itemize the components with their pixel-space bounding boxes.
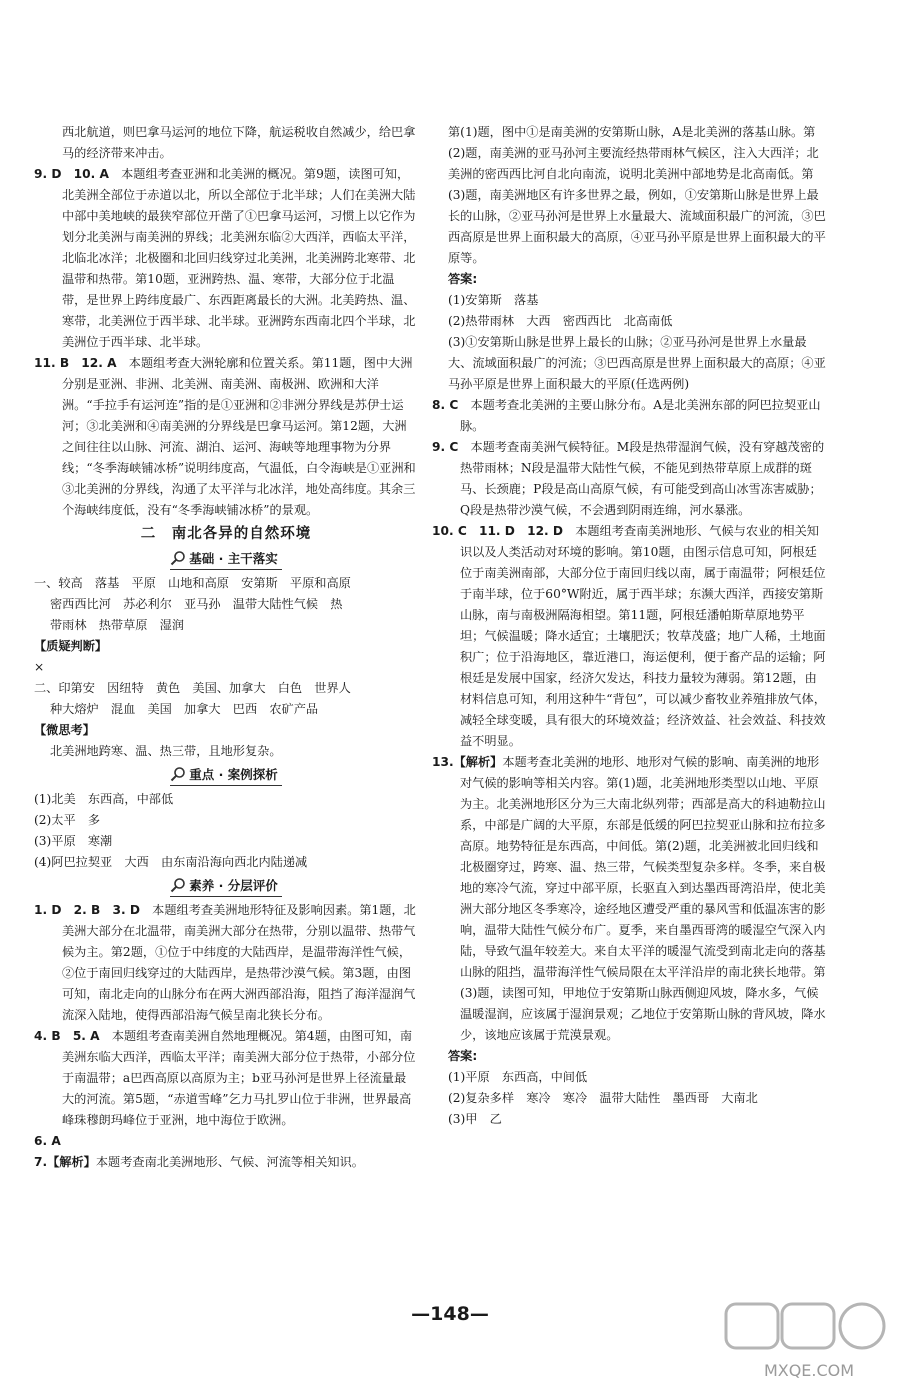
magnifier-icon [170,766,186,782]
watermark-logo [724,1300,894,1386]
answer-9-10 [34,164,418,353]
question-number: 11. B 12. A [34,356,117,370]
explanation-text: 本题考查北美洲的主要山脉分布。A是北美洲东部的阿巴拉契亚山脉。 [460,398,821,433]
basic-line: 一、较高 落基 平原 山地和高原 安第斯 平原和高原 [34,576,351,590]
answer-11-12 [34,353,418,521]
answer-line: (2)复杂多样 寒冷 寒冷 温带大陆性 墨西哥 大南北 [448,1091,758,1105]
answer-10-12 [432,521,828,752]
subheading-text: 基础 · 主干落实 [189,551,278,566]
paragraph: 第(1)题，图中①是南美洲的安第斯山脉，A是北美洲的落基山脉。第(2)题，南美洲的亚马孙河主要流经热带雨林气候区，注入大西洋；北美洲的密西西比河自北向南流，说明北美洲中部地势是北高南低。第(3)题，南美洲地区有许多世界之最，例如，①安第斯山脉是世界上最长的山脉，②亚马孙河是世界上水量最大、流域面积最广的河流，③巴西高原是世界上面积最大的高原，④亚马孙平原是世界上面积最大的平原等。 [448,125,826,265]
answer-6: 6. A [34,1134,61,1148]
question-number: 9. C [432,440,459,454]
answer-label: 答案: [448,1049,478,1063]
explanation-text: 本题组考查南美洲地形、气候与农业的相关知识以及人类活动对环境的影响。第10题，由图示信息可知，阿根廷位于南美洲南部，大部分位于南回归线以南，属于南温带；阿根廷位于南半球，位于60°W附近，属于西半球；东濒大西洋，西接安第斯山脉，南与南极洲隔海相望。第11题，阿根廷潘帕斯草原地势平坦；气候温暖；降水适宜；土壤肥沃；牧草茂盛；地广人稀，土地面积广；位于沿海地区，靠近港口，海运便利，便于畜产品的运输；阿根廷是发展中国家，经济欠发达，科技力量较为薄弱。第12题，由材料信息可知，利用这种牛“背包”，可以减少畜牧业养殖排放气体，减轻全球变暖，具有很大的环境效益；经济效益、社会效益、科技效益不明显。 [460,524,826,748]
case-answer: (1)北美 东西高，中部低 [34,792,174,806]
case-answer: (3)平原 寒潮 [34,834,113,848]
explanation-text: 本题组考查南美洲自然地理概况。第4题，由图可知，南美洲东临大西洋，西临太平洋；南美洲大部分位于热带，小部分位于南温带；a巴西高原以高原为主；b亚马孙河是世界上径流量最大的河流。第5题，“赤道雪峰”乞力马扎罗山位于非洲，世界最高峰珠穆朗玛峰位于亚洲，地中海位于欧洲。 [62,1029,416,1127]
question-number: 9. D 10. A [34,167,109,181]
explanation-text: 本题考查南北美洲地形、气候、河流等相关知识。 [95,1155,364,1169]
case-answer: (4)阿巴拉契亚 大西 由东南沿海向西北内陆递减 [34,855,308,869]
subheading-text: 重点 · 案例探析 [189,767,278,782]
paragraph: 西北航道，则巴拿马运河的地位下降，航运税收自然减少，给巴拿马的经济带来冲击。 [62,125,416,160]
magnifier-icon [170,877,186,893]
explanation-text: 本题组考查大洲轮廓和位置关系。第11题，图中大洲分别是亚洲、非洲、北美洲、南美洲、南极洲、欧洲和大洋洲。“手拉手有运河连”指的是①亚洲和②非洲分界线是苏伊士运河；③北美洲和④南美洲的分界线是巴拿马运河。第12题，大洲之间往往以山脉、河流、湖泊、运河、海峡等地理事物为分界线；“冬季海峡铺冰桥”说明纬度高，气温低，白令海峡是①亚洲和③北美洲的分界线，沟通了太平洋与北冰洋，地处高纬度。其余三个海峡纬度低，没有“冬季海峡铺冰桥”的景观。 [62,356,416,517]
answer-line: (3)甲 乙 [448,1112,502,1126]
analysis-tag: 【解析】 [453,755,503,769]
watermark-text: MXQE.COM [763,1361,855,1380]
question-number: 8. C [432,398,459,412]
subheading-evaluation [34,876,418,898]
section-title: 二 南北各异的自然环境 [140,526,312,542]
answer-line: (1)平原 东西高，中间低 [448,1070,588,1084]
answer-8 [432,395,828,437]
tag-answer: × [34,660,45,674]
tag-answer: 北美洲地跨寒、温、热三带，且地形复杂。 [50,744,282,758]
explanation-text: 本题考查南美洲气候特征。M段是热带湿润气候，没有穿越茂密的热带雨林；N段是温带大陆性气候，不能见到热带草原上成群的斑马、长颈鹿；P段是高山高原气候，有可能受到高山冰雪冻害威胁；Q段是热带沙漠气候，不会遇到阴雨连绵，河水暴涨。 [460,440,825,517]
question-number: 13. [432,755,454,769]
answer-line: (1)安第斯 落基 [448,293,539,307]
tag-label: 【微思考】 [34,723,95,737]
answer-line: (3)①安第斯山脉是世界上最长的山脉；②亚马孙河是世界上水量最大、流域面积最广的河流；③巴西高原是世界上面积最大的高原；④亚马孙平原是世界上面积最大的平原(任选两例) [448,335,826,391]
page-number: —148— [411,1303,489,1325]
question-number: 10. C 11. D 12. D [432,524,564,538]
basic-line: 密西西比河 苏必利尔 亚马孙 温带大陆性气候 热 [50,597,343,611]
question-number: 1. D 2. B 3. D [34,903,140,917]
basic-line: 种大熔炉 混血 美国 加拿大 巴西 农矿产品 [50,702,319,716]
explanation-text: 本题组考查亚洲和北美洲的概况。第9题，读图可知，北美洲全部位于赤道以北，所以全部位于北半球；人们在美洲大陆中部中美地峡的最狭窄部位开凿了①巴拿马运河，习惯上以它作为划分北美洲与南美洲的界线；北美洲东临②大西洋，西临太平洋，北临北冰洋；北极圈和北回归线穿过北美洲，北美洲跨北寒带、北温带和热带。第10题，亚洲跨热、温、寒带，大部分位于北温带，是世界上跨纬度最广、东西距离最长的大洲。北美跨热、温、寒带，北美洲位于西半球、北半球。亚洲跨东西南北四个半球，北美洲位于西半球、北半球。 [62,167,416,349]
answer-7 [34,1152,418,1173]
basic-line: 带雨林 热带草原 湿润 [50,618,185,632]
tag-label: 【质疑判断】 [34,639,108,653]
explanation-text: 本题考查北美洲的地形、地形对气候的影响、南美洲的地形对气候的影响等相关内容。第(1)题，北美洲地形类型以山地、平原为主。北美洲地形区分为三大南北纵列带；西部是高大的科迪勒拉山系，中部是广阔的大平原，东部是低缓的阿巴拉契亚山脉和拉布拉多高原。地势特征是东西高，中间低。第(2)题，北美洲被北回归线和北极圈穿过，跨寒、温、热三带，气候类型复杂多样。冬季，来自极地的寒冷气流，穿过中部平原，长驱直入到达墨西哥湾沿岸，使北美洲大部分地区冬季寒冷，途经地区遭受严重的暴风雪和低温冻害的影响，温带大陆性气候分布广。夏季，来自墨西哥湾的暖湿空气深入内陆，导致气温年较差大。来自太平洋的暖湿气流受到南北走向的落基山脉的阻挡，温带海洋性气候局限在太平洋沿岸的南北狭长地带。第(3)题，读图可知，甲地位于安第斯山脉西侧迎风坡，降水多，气候温暖湿润，应该属于湿润景观；乙地位于安第斯山脉的背风坡，降水少，该地应该属于荒漠景观。 [460,755,826,1042]
basic-line: 二、印第安 因纽特 黄色 美国、加拿大 白色 世界人 [34,681,351,695]
case-answer: (2)太平 多 [34,813,101,827]
left-column [34,122,418,1173]
magnifier-icon [170,550,186,566]
question-number: 4. B 5. A [34,1029,100,1043]
answer-line: (2)热带雨林 大西 密西西比 北高南低 [448,314,673,328]
right-column [432,122,828,1130]
answer-4-5 [34,1026,418,1131]
answer-label: 答案: [448,272,478,286]
analysis-tag: 【解析】 [47,1155,96,1169]
subheading-case [34,765,418,787]
answer-9 [432,437,828,521]
subheading-text: 素养 · 分层评价 [189,878,278,893]
subheading-basic [34,549,418,571]
question-number: 7. [34,1155,48,1169]
answer-13 [432,752,828,1046]
answer-1-3 [34,900,418,1026]
explanation-text: 本题组考查美洲地形特征及影响因素。第1题，北美洲大部分在北温带，南美洲大部分在热带，分别以温带、热带气候为主。第2题，①位于中纬度的大陆西岸，是温带海洋性气候，②位于南回归线穿过的大陆西岸，是热带沙漠气候。第3题，由图可知，南北走向的山脉分布在两大洲西部沿海，阻挡了海洋湿润气流深入陆地，使得西部沿海气候呈南北狭长分布。 [62,903,416,1022]
